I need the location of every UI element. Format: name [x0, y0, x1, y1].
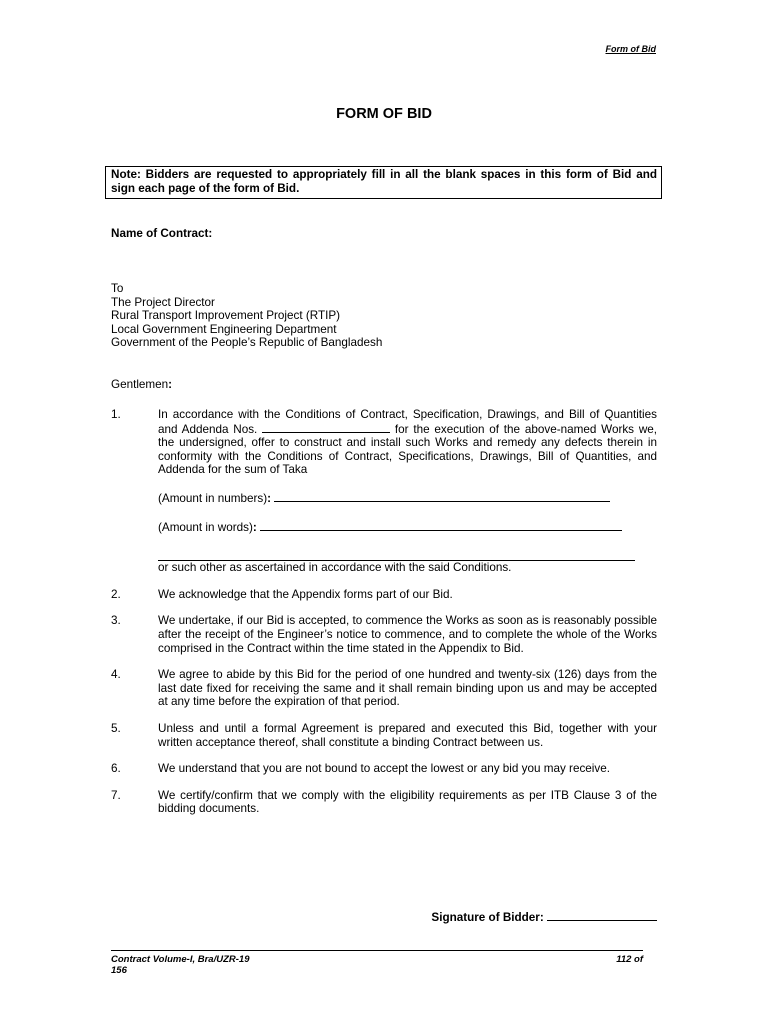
clauses-list — [111, 408, 657, 829]
amount-words-label: (Amount in words) — [158, 520, 253, 534]
signature-row — [431, 910, 657, 924]
clause-number: 7. — [111, 788, 121, 802]
clause-item — [111, 408, 657, 575]
addressee-line-4: Government of the People’s Republic of Bangladesh — [111, 336, 383, 350]
amount-tail-text: or such other as ascertained in accordance with the said Conditions. — [158, 561, 512, 575]
footer-contract-ref: Contract Volume-I, Bra/UZR-19 — [111, 954, 250, 965]
name-of-contract-label: Name of Contract: — [111, 227, 213, 240]
amount-numbers-colon: : — [267, 491, 272, 505]
addressee-block — [111, 282, 382, 350]
clause-number: 5. — [111, 721, 121, 735]
clause-1-text-a: In accordance with the Conditions of Contract, Specification, Drawings, and Bill of Quantities and Addenda Nos. — [158, 408, 657, 436]
clause-number: 6. — [111, 762, 121, 776]
clause-1-text-b: for the execution of the above-named Works we, the undersigned, offer to construct and install such Works and remedy any defects therein in conformity with the Conditions of Contract, Specifications, Drawings, Bill of Quantities, and Addenda for the sum of Taka — [158, 422, 658, 477]
signature-label: Signature of Bidder: — [431, 911, 544, 924]
clause-text: We agree to abide by this Bid for the period of one hundred and twenty-six (126) days from the last date fixed for receiving the same and it shall remain binding upon us and may be accepted at any time before the expiration of that period. — [158, 668, 657, 709]
clause-item — [111, 588, 657, 602]
salutation-colon: : — [168, 378, 173, 391]
clause-number: 1. — [111, 408, 121, 421]
amount-words-colon: : — [252, 520, 257, 534]
amount-numbers-label: (Amount in numbers) — [158, 491, 268, 505]
clause-text: We certify/confirm that we comply with the eligibility requirements as per ITB Clause 3 of the bidding documents. — [158, 788, 657, 816]
clause-text: Unless and until a formal Agreement is prepared and executed this Bid, together with your written acceptance thereof, shall constitute a binding Contract between us. — [158, 721, 657, 749]
addressee-to: To — [111, 282, 124, 295]
footer-page-total: 156 — [111, 965, 127, 976]
clause-item — [111, 789, 657, 816]
addenda-blank-field[interactable] — [262, 422, 390, 433]
header-section-label: Form of Bid — [605, 44, 656, 54]
addressee-line-2: Rural Transport Improvement Project (RTIP) — [111, 309, 341, 323]
clause-number: 2. — [111, 587, 121, 601]
footer-divider — [111, 950, 643, 951]
clause-number: 4. — [111, 668, 121, 682]
signature-field[interactable] — [547, 910, 657, 921]
clause-item — [111, 614, 657, 655]
clause-text: We acknowledge that the Appendix forms part of our Bid. — [158, 587, 453, 601]
addressee-line-1: The Project Director — [111, 295, 215, 309]
addressee-line-3: Local Government Engineering Department — [111, 322, 337, 336]
clause-item — [111, 762, 657, 776]
footer-page-number: 112 of — [616, 954, 643, 965]
clause-text — [158, 408, 657, 575]
clause-text: We undertake, if our Bid is accepted, to commence the Works as soon as is reasonably possible after the receipt of the Engineer’s notice to commence, and to complete the whole of the Works comprised in the Contract within the time stated in the Appendix to Bid. — [158, 614, 657, 655]
amount-words-field[interactable] — [260, 520, 622, 531]
salutation-text: Gentlemen — [111, 378, 169, 391]
amount-numbers-field[interactable] — [274, 491, 610, 502]
salutation — [111, 378, 172, 391]
clause-item — [111, 722, 657, 749]
amount-words-row — [158, 520, 657, 535]
page-title: FORM OF BID — [336, 106, 432, 122]
clause-item — [111, 668, 657, 709]
clause-number: 3. — [111, 614, 121, 628]
clause-text: We understand that you are not bound to accept the lowest or any bid you may receive. — [158, 762, 610, 776]
note-box: Note: Bidders are requested to appropriately fill in all the blank spaces in this form of Bid and sign each page of the form of Bid. — [105, 166, 662, 199]
amount-numbers-row — [158, 491, 657, 506]
amount-words-continuation-field[interactable] — [158, 549, 635, 561]
